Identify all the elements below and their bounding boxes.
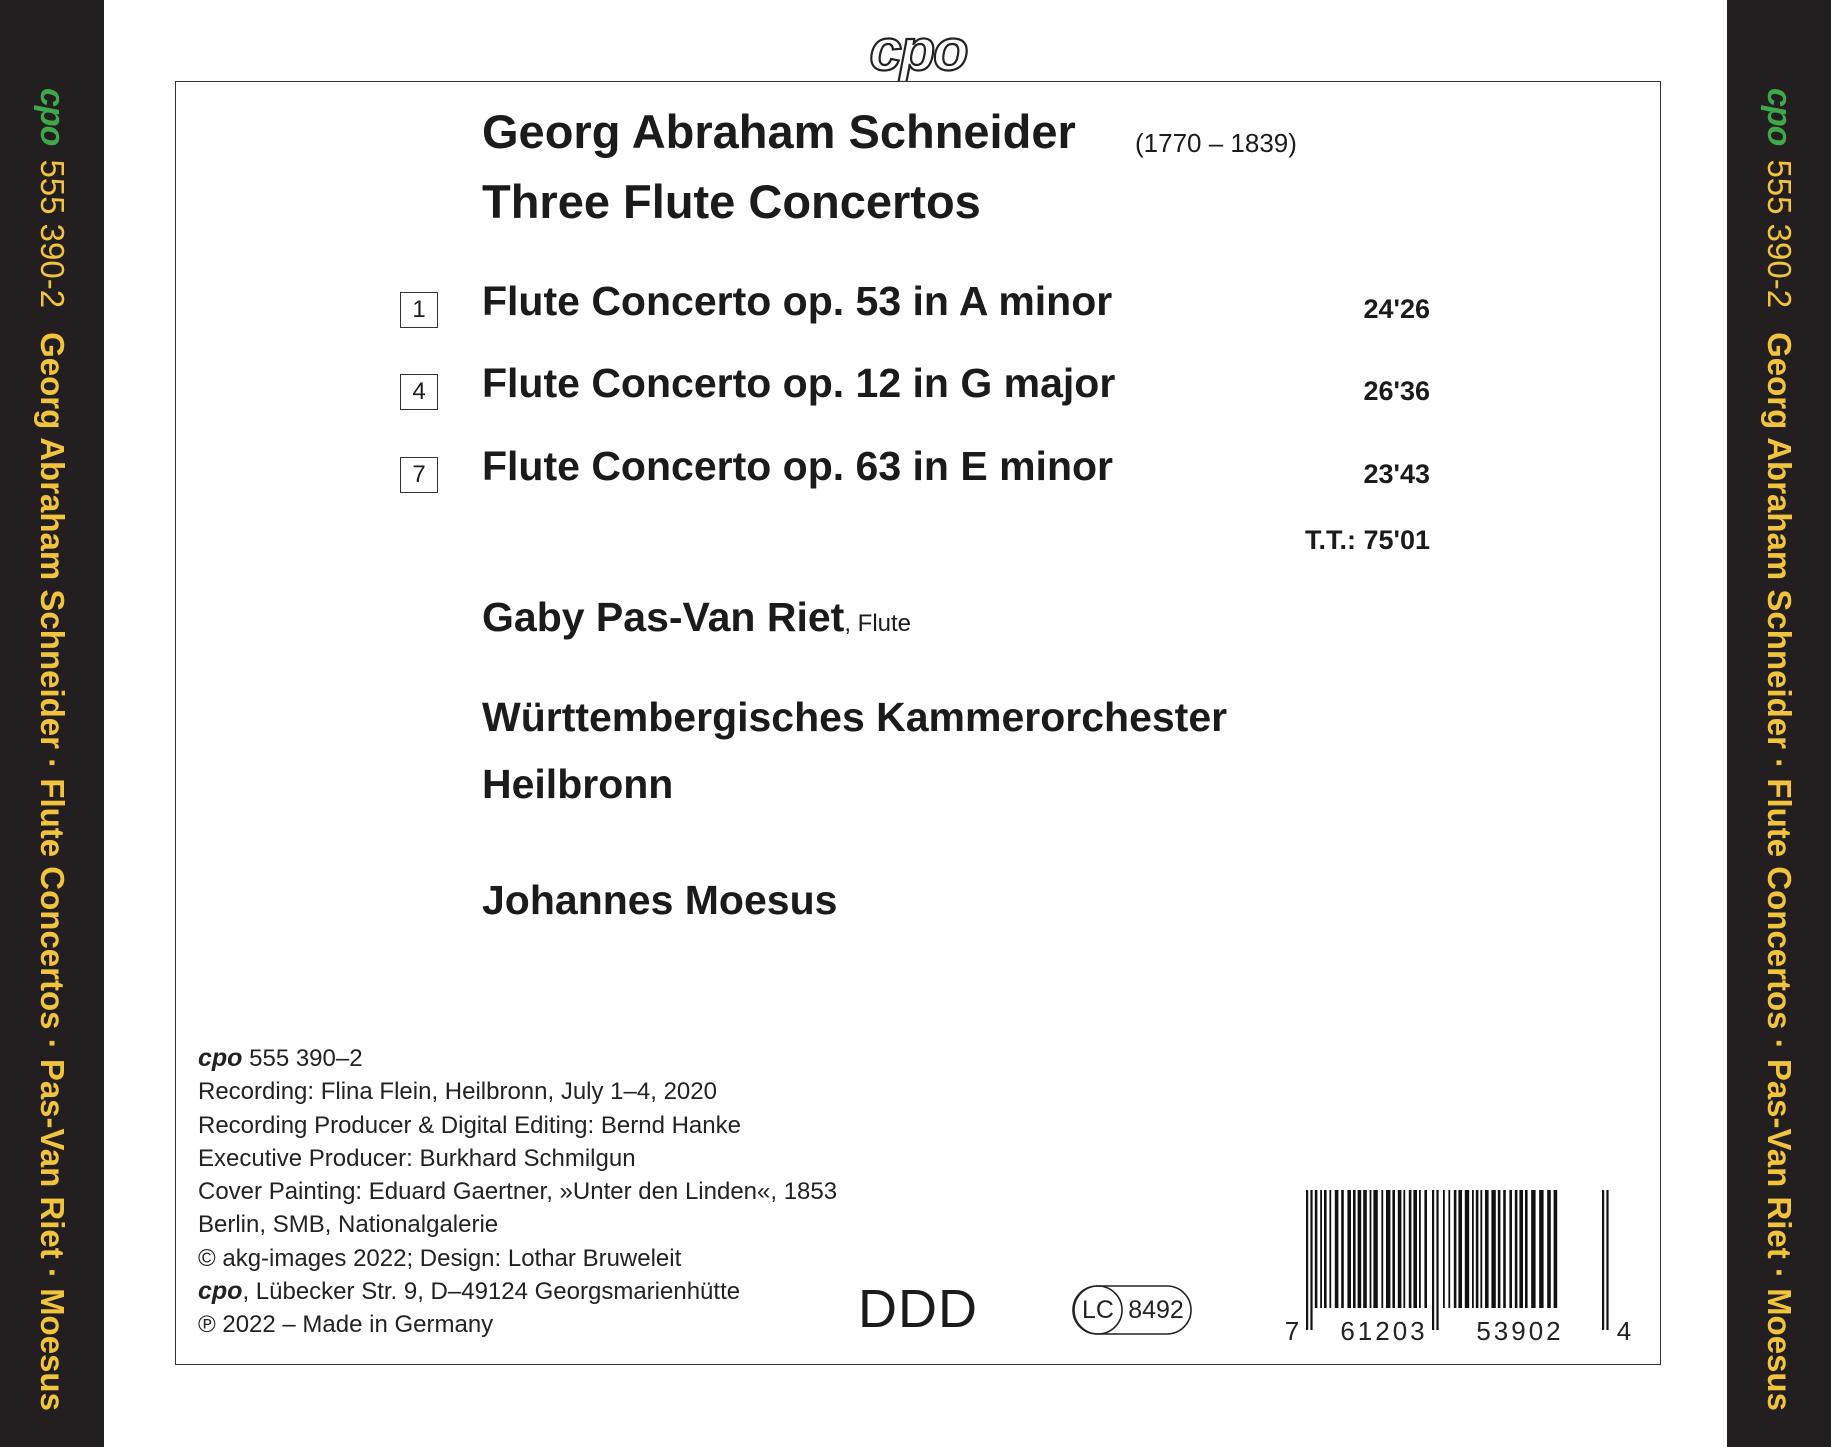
track-number-box: 1 <box>400 292 438 328</box>
barcode-bar <box>1515 1190 1518 1308</box>
barcode-bar <box>1547 1190 1551 1308</box>
credits-recording: Recording: Flina Flein, Heilbronn, July 1–4, 2020 <box>198 1078 717 1106</box>
track-title: Flute Concerto op. 53 in A minor <box>482 278 1113 324</box>
cpo-logo <box>850 22 986 82</box>
barcode-bar <box>1454 1190 1457 1308</box>
spine-catalog-number: 555 390-2 <box>34 159 71 309</box>
credits-cover: Cover Painting: Eduard Gaertner, »Unter den Linden«, 1853 <box>198 1178 838 1206</box>
barcode-bar <box>1476 1190 1479 1308</box>
orchestra-city: Heilbronn <box>482 761 674 807</box>
barcode-bar <box>1458 1190 1462 1308</box>
barcode-bar <box>1329 1190 1331 1308</box>
barcode-bar <box>1413 1190 1417 1308</box>
conductor-name: Johannes Moesus <box>482 877 838 923</box>
barcode-bar <box>1419 1190 1421 1308</box>
barcode-bar <box>1519 1190 1523 1308</box>
spine-title: Georg Abraham Schneider · Flute Concertos · Pas-Van Riet · Moesus <box>34 332 71 1411</box>
barcode-bar <box>1381 1190 1383 1308</box>
track-duration: 23'43 <box>1363 459 1430 489</box>
track-duration: 24'26 <box>1363 294 1430 324</box>
barcode-bar <box>1409 1190 1412 1308</box>
barcode-bar <box>1503 1190 1506 1308</box>
barcode-bar <box>1310 1190 1312 1330</box>
barcode-bar <box>1443 1190 1445 1308</box>
svg-text:cpo: cpo <box>869 22 967 82</box>
credits-address: cpo, Lübecker Str. 9, D–49124 Georgsmarienhütte <box>198 1277 741 1306</box>
lc-text: LC <box>1082 1296 1114 1324</box>
spine-label <box>1759 88 1799 1411</box>
barcode-bar <box>1386 1190 1390 1308</box>
barcode-bar <box>1392 1190 1395 1308</box>
soloist-instrument: , Flute <box>844 610 912 637</box>
ddd-mark: DDD <box>858 1279 978 1339</box>
barcode-bar <box>1324 1190 1327 1308</box>
barcode-bar <box>1315 1190 1318 1308</box>
credits-logo: cpo <box>198 1277 243 1306</box>
lc-number: 8492 <box>1128 1296 1184 1324</box>
track-duration: 26'36 <box>1363 376 1430 406</box>
barcode-bar <box>1472 1190 1474 1308</box>
spine-title: Georg Abraham Schneider · Flute Concertos · Pas-Van Riet · Moesus <box>1761 332 1798 1411</box>
soloist <box>482 594 911 641</box>
credits-executive: Executive Producer: Burkhard Schmilgun <box>198 1144 636 1172</box>
left-spine <box>0 0 104 1447</box>
track-number-box: 7 <box>400 457 438 493</box>
barcode <box>1284 1190 1634 1350</box>
barcode-first-digit: 7 <box>1284 1316 1300 1346</box>
barcode-bar <box>1480 1190 1482 1308</box>
right-spine <box>1727 0 1831 1447</box>
credits-block <box>198 1042 837 1342</box>
spine-logo: cpo <box>1760 88 1798 146</box>
barcode-bar <box>1403 1190 1405 1308</box>
track-number-box: 4 <box>400 374 438 410</box>
soloist-name: Gaby Pas-Van Riet <box>482 594 845 640</box>
barcode-check-digit: 4 <box>1616 1316 1632 1346</box>
barcode-bar <box>1432 1190 1434 1330</box>
barcode-bar <box>1509 1190 1512 1308</box>
barcode-bar <box>1436 1190 1438 1330</box>
composer-dates: (1770 – 1839) <box>1135 128 1297 158</box>
barcode-bar <box>1398 1190 1402 1308</box>
barcode-left-digits: 61203 <box>1340 1316 1428 1346</box>
barcode-bar <box>1465 1190 1469 1308</box>
album-title: Three Flute Concertos <box>482 175 981 228</box>
credits-producer: Recording Producer & Digital Editing: Bernd Hanke <box>198 1111 741 1139</box>
barcode-bar <box>1424 1190 1427 1308</box>
label-code-badge <box>1072 1285 1192 1335</box>
barcode-bar <box>1353 1190 1356 1308</box>
orchestra-name: Württembergisches Kammerorchester <box>482 694 1228 740</box>
track-title: Flute Concerto op. 12 in G major <box>482 360 1116 406</box>
composer-name: Georg Abraham Schneider <box>482 105 1076 158</box>
credits-logo: cpo <box>198 1044 243 1072</box>
barcode-bar <box>1485 1190 1489 1308</box>
barcode-bar <box>1335 1190 1339 1308</box>
barcode-bar <box>1341 1190 1344 1308</box>
spine-catalog-number: 555 390-2 <box>1761 159 1798 309</box>
barcode-bar <box>1448 1190 1450 1308</box>
track-title: Flute Concerto op. 63 in E minor <box>482 443 1113 489</box>
spine-logo: cpo <box>33 88 71 146</box>
credits-cover-location: Berlin, SMB, Nationalgalerie <box>198 1211 499 1239</box>
barcode-bar <box>1347 1190 1351 1308</box>
barcode-bar <box>1373 1190 1377 1308</box>
spine-label <box>32 88 72 1411</box>
barcode-bar <box>1358 1190 1362 1308</box>
barcode-bar <box>1363 1190 1367 1308</box>
barcode-bar <box>1531 1190 1535 1308</box>
credits-phonogram: ℗ 2022 – Made in Germany <box>198 1311 494 1339</box>
barcode-bar <box>1498 1190 1501 1308</box>
barcode-bar <box>1539 1190 1543 1308</box>
barcode-bar <box>1554 1190 1558 1308</box>
barcode-bar <box>1370 1190 1372 1308</box>
barcode-bar <box>1491 1190 1495 1308</box>
barcode-bar <box>1606 1190 1608 1330</box>
credits-catalog: cpo 555 390–2 <box>198 1044 363 1072</box>
total-time: T.T.: 75'01 <box>1305 525 1430 555</box>
barcode-right-digits: 53902 <box>1476 1316 1564 1346</box>
barcode-bar <box>1602 1190 1604 1330</box>
credits-copyright: © akg-images 2022; Design: Lothar Bruweleit <box>198 1244 682 1272</box>
barcode-bar <box>1525 1190 1528 1308</box>
barcode-bar <box>1320 1190 1322 1308</box>
barcode-bar <box>1306 1190 1308 1330</box>
